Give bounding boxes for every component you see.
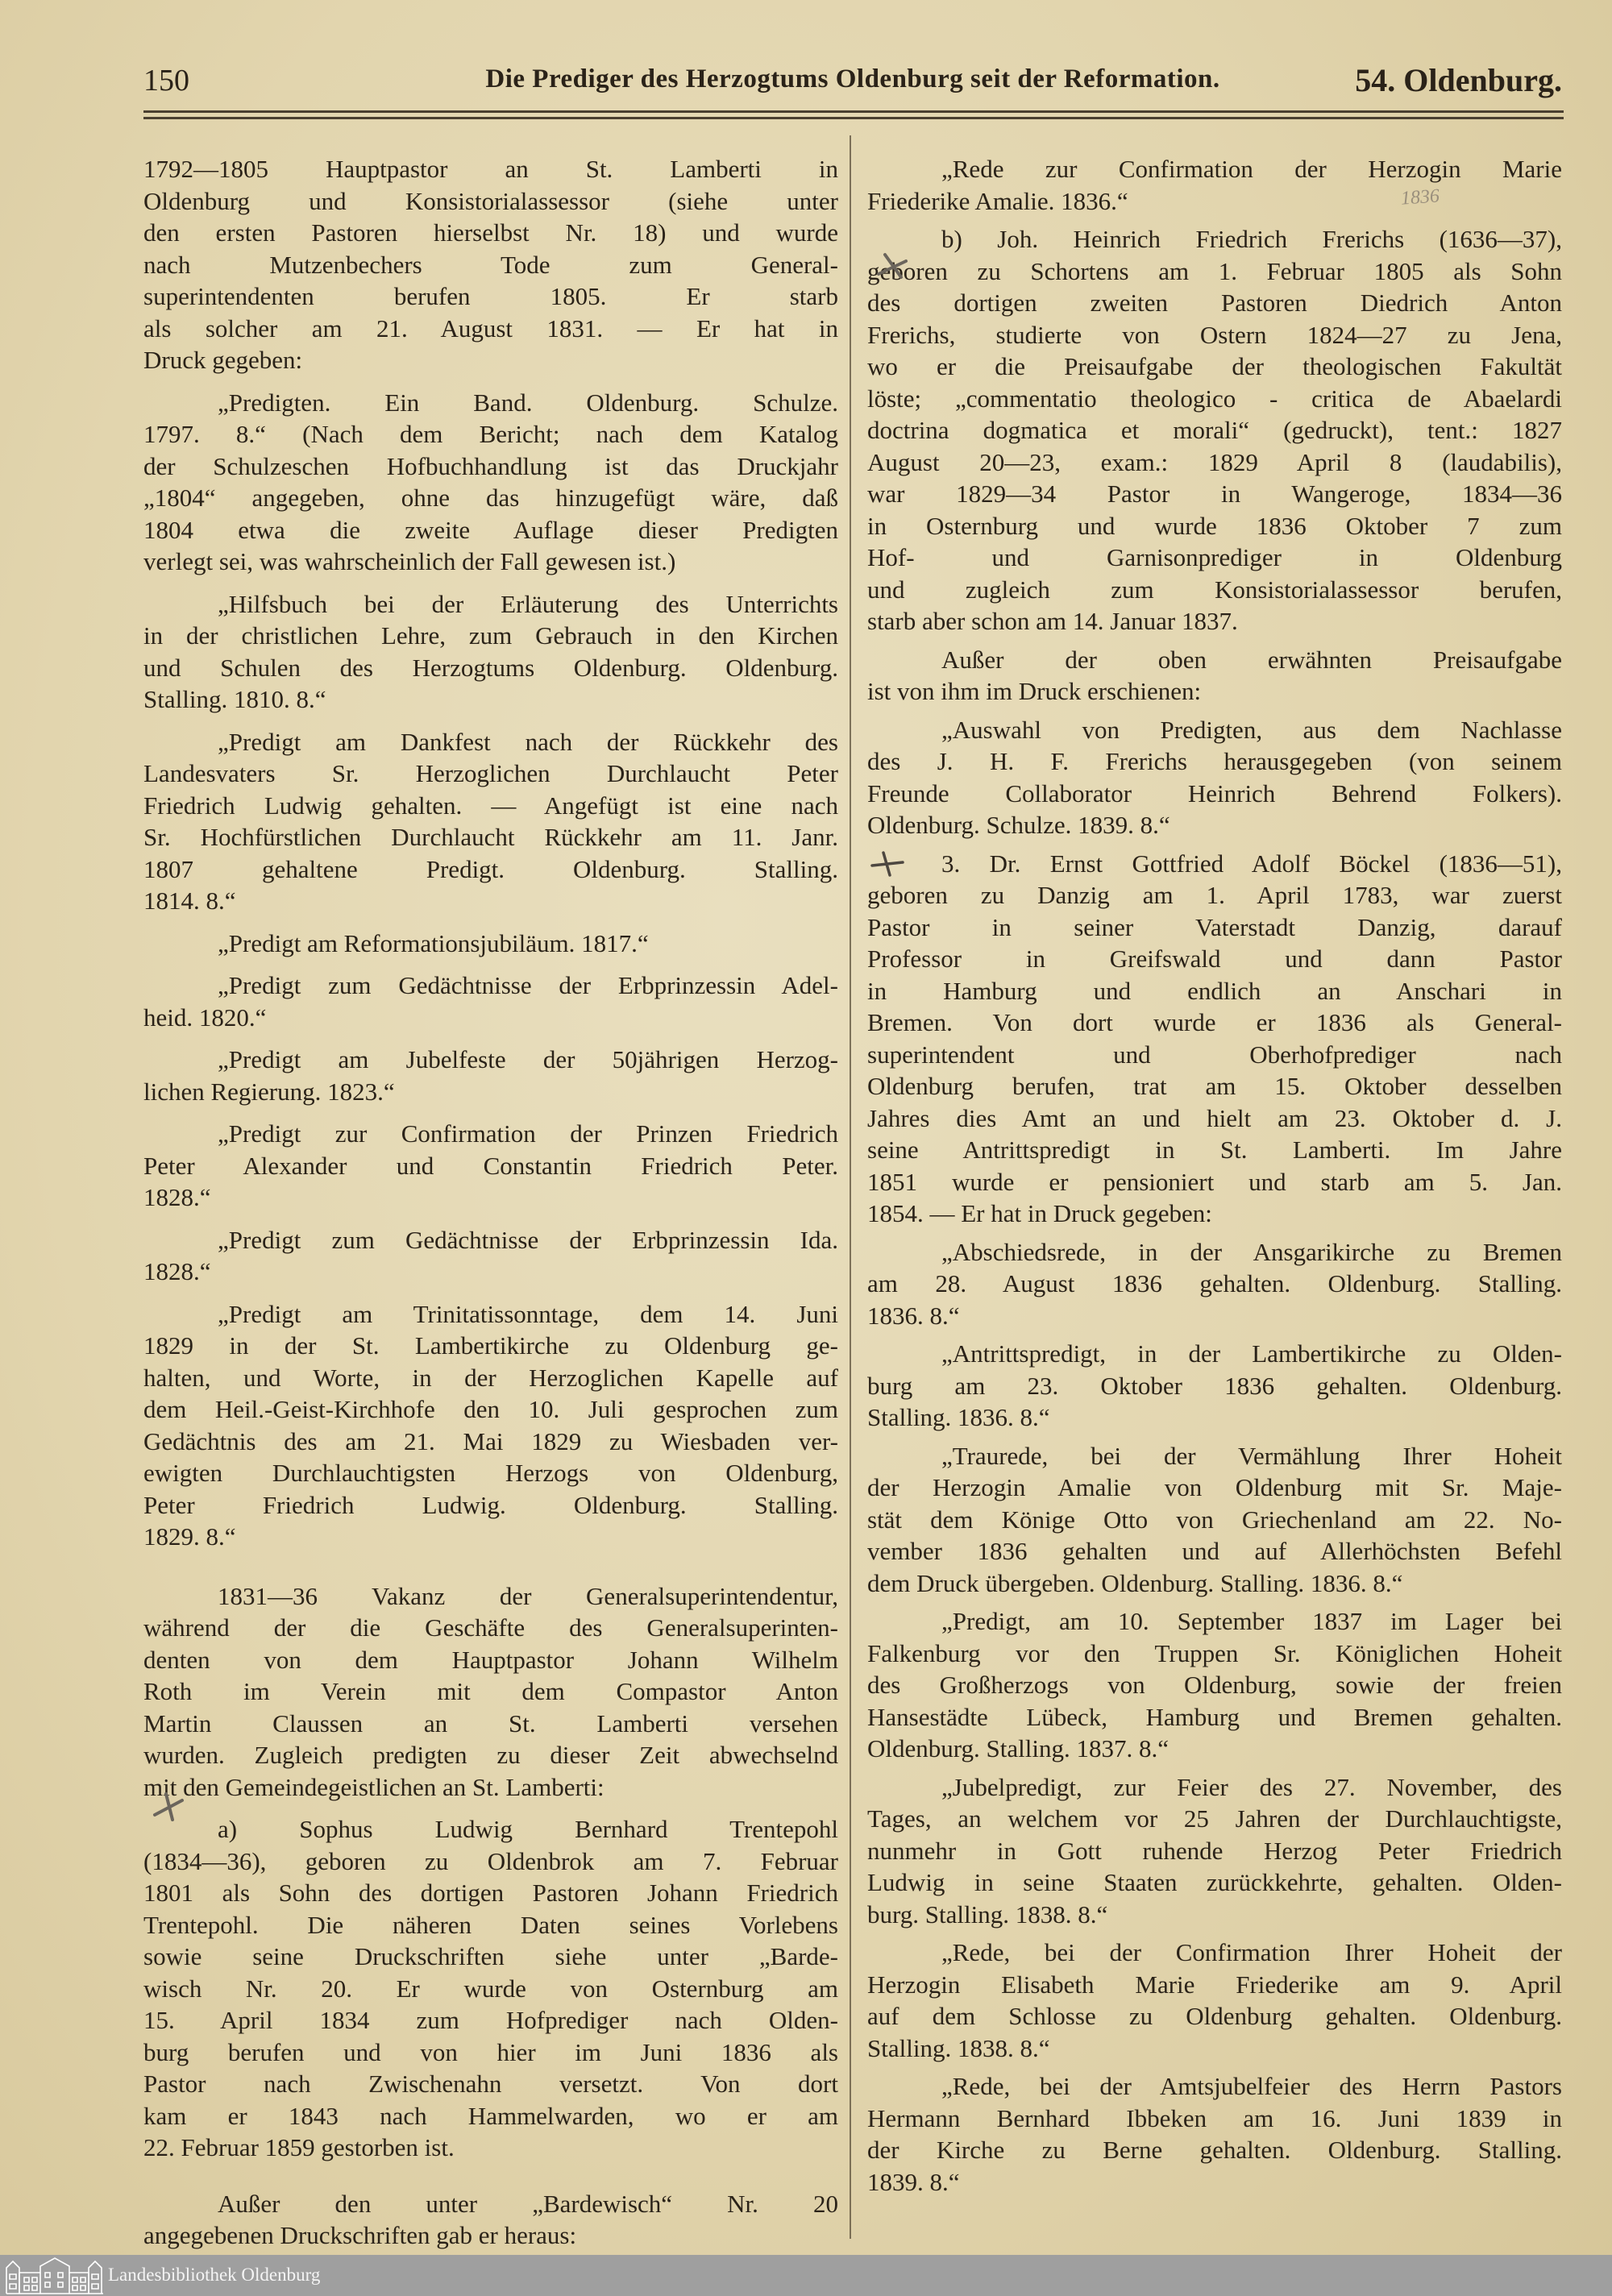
text-line: Tages, an welchem vor 25 Jahren der Durchlauchtigste, [867,1804,1562,1833]
text-paragraph [143,1813,838,2164]
text-line: „Predigt am Reformationsjubiläum. 1817.“ [218,928,649,957]
text-line: „Predigt zum Gedächtnisse der Erbprinzessin Ida. [218,1225,838,1254]
text-line: Trentepohl. Die näheren Daten seines Vorlebens [143,1910,838,1939]
text-line: seine Antrittspredigt in St. Lamberti. Im Jahre [867,1136,1562,1164]
text-line: Freunde Collaborator Heinrich Behrend Folkers). [867,778,1562,808]
text-line: geboren zu Schortens am 1. Februar 1805 als Sohn [867,256,1562,285]
text-line: 15. April 1834 zum Hofprediger nach Olden- [143,2006,838,2034]
page-number: 150 [143,64,189,98]
text-line: stät dem Könige Otto von Griechenland am 22. No- [867,1505,1562,1534]
text-line: Roth im Verein mit dem Compastor Anton [143,1677,838,1705]
text-line: 1829 in der St. Lambertikirche zu Oldenburg ge- [143,1331,838,1360]
text-paragraph [867,714,1562,841]
text-line: auf dem Schlosse zu Oldenburg gehalten. Oldenburg. [867,2002,1562,2030]
header-rule [143,110,1564,113]
text-paragraph [867,848,1562,1230]
text-line: den ersten Pastoren hierselbst Nr. 18) und wurde [143,218,838,247]
text-line: denten von dem Hauptpastor Johann Wilhelm [143,1645,838,1674]
text-line: 1807 gehaltene Predigt. Oldenburg. Stalling. [143,854,838,883]
text-line: „Jubelpredigt, zur Feier des 27. November, des [941,1772,1562,1801]
text-line: löste; „commentatio theologico - critica de Abaelardi [867,384,1562,413]
text-line: 1797. 8.“ (Nach dem Bericht; nach dem Katalog [143,420,838,448]
text-line: Landesvaters Sr. Herzoglichen Durchlaucht Peter [143,759,838,787]
text-line: burg. Stalling. 1838. 8.“ [867,1899,1108,1929]
text-paragraph [867,1937,1562,2064]
text-paragraph [143,1118,838,1214]
text-paragraph [143,726,838,917]
text-line: burg berufen und von hier im Juni 1836 als [143,2037,838,2066]
text-line: „Predigt zur Confirmation der Prinzen Friedrich [218,1119,838,1148]
text-line: „Abschiedsrede, in der Ansgarikirche zu Bremen [941,1237,1562,1266]
text-line: in Hamburg und endlich an Anschari in [867,976,1562,1005]
text-line: in der christlichen Lehre, zum Gebrauch in den Kirchen [143,621,838,650]
text-line: Friedrich Ludwig gehalten. — Angefügt ist eine nach [143,791,838,820]
text-paragraph [143,1224,838,1288]
text-paragraph [867,644,1562,708]
text-line: Friederike Amalie. 1836.“ [867,186,1128,215]
text-line: lichen Regierung. 1823.“ [143,1077,395,1106]
pencil-cross-mark-icon [874,250,911,282]
text-line: Sr. Hochfürstlichen Durchlaucht Rückkehr am 11. Janr. [143,823,838,851]
text-line: ewigten Durchlauchtigsten Herzogs von Oldenburg, [143,1459,838,1487]
text-line: wurden. Zugleich predigten zu dieser Zeit abwechselnd [143,1741,838,1769]
text-line: Oldenburg und Konsistorialassessor (siehe unter [143,186,838,215]
text-line: „Traurede, bei der Vermählung Ihrer Hoheit [941,1441,1562,1470]
text-paragraph [143,1298,838,1553]
text-line: „Predigt zum Gedächtnisse der Erbprinzessin Adel- [218,971,838,999]
text-line: „Antrittspredigt, in der Lambertikirche zu Olden- [941,1339,1562,1368]
text-line: „Predigt, am 10. September 1837 im Lager bei [941,1607,1562,1635]
page-header [143,58,1562,106]
text-paragraph [143,588,838,716]
text-line: dem Heil.-Geist-Kirchhofe den 10. Juli gesprochen zum [143,1395,838,1423]
text-line: 1828.“ [143,1257,211,1285]
text-paragraph [143,1044,838,1107]
text-line: ist von ihm im Druck erschienen: [867,677,1202,705]
text-line: vember 1836 gehalten und auf Allerhöchsten Befehl [867,1537,1562,1565]
text-line: geboren zu Danzig am 1. April 1783, war zuerst [867,881,1562,909]
pencil-cross-mark-icon [869,848,906,880]
text-line: Bremen. Von dort wurde er 1836 als General- [867,1008,1562,1036]
section-title: 54. Oldenburg. [1355,62,1562,98]
text-line: superintendenten berufen 1805. Er starb [143,282,838,310]
text-line: Oldenburg berufen, trat am 15. Oktober desselben [867,1072,1562,1100]
text-paragraph [867,1338,1562,1434]
text-line: verlegt sei, was wahrscheinlich der Fall gewesen ist.) [143,547,676,575]
text-line: und zugleich zum Konsistorialassessor berufen, [867,575,1562,604]
text-line: nunmehr in Gott ruhende Herzog Peter Friedrich [867,1836,1562,1865]
left-column [143,153,838,2252]
text-line: der Schulzeschen Hofbuchhandlung ist das Druckjahr [143,451,838,480]
text-line: wo er die Preisaufgabe der theologischen Fakultät [867,352,1562,380]
text-line: Stalling. 1810. 8.“ [143,685,326,713]
text-line: b) Joh. Heinrich Friedrich Frerichs (1636—37), [941,225,1562,253]
text-line: doctrina dogmatica et morali“ (gedruckt), tent.: 1827 [867,416,1562,444]
text-line: „Predigten. Ein Band. Oldenburg. Schulze. [218,388,838,417]
text-line: Stalling. 1836. 8.“ [867,1403,1050,1431]
text-line: Druck gegeben: [143,346,303,374]
text-line: sowie seine Druckschriften siehe unter „Barde- [143,1942,838,1970]
text-line: „Auswahl von Predigten, aus dem Nachlasse [941,715,1562,744]
text-line: der Kirche zu Berne gehalten. Oldenburg. Stalling. [867,2136,1562,2164]
text-line: Pastor nach Zwischenahn versetzt. Von dort [143,2070,838,2098]
text-line: „1804“ angegeben, ohne das hinzugefügt wäre, daß [143,484,838,512]
text-paragraph [143,2188,838,2252]
text-line: Gedächtnis des am 21. Mai 1829 zu Wiesbaden ver- [143,1426,838,1455]
text-line: Hansestädte Lübeck, Hamburg und Bremen gehalten. [867,1702,1562,1731]
text-line: superintendent und Oberhofprediger nach [867,1040,1562,1069]
text-line: „Predigt am Dankfest nach der Rückkehr des [218,727,838,756]
text-line: Pastor in seiner Vaterstadt Danzig, darauf [867,912,1562,941]
text-paragraph [143,969,838,1033]
text-line: (1834—36), geboren zu Oldenbrok am 7. Februar [143,1846,838,1875]
text-paragraph [867,1440,1562,1600]
text-line: 1839. 8.“ [867,2167,960,2196]
text-line: 1854. — Er hat in Druck gegeben: [867,1199,1212,1227]
text-line: und Schulen des Herzogtums Oldenburg. Oldenburg. [143,653,838,682]
text-line: „Rede, bei der Amtsjubelfeier des Herrn Pastors [941,2072,1562,2100]
text-line: als solcher am 21. August 1831. — Er hat in [143,313,838,343]
library-building-icon [5,2257,105,2295]
text-line: 1804 etwa die zweite Auflage dieser Predigten [143,515,838,544]
text-line: Hermann Bernhard Ibbeken am 16. Juni 1839 in [867,2103,1562,2132]
text-line: August 20—23, exam.: 1829 April 8 (laudabilis), [867,447,1562,476]
text-line: Peter Alexander und Constantin Friedrich Peter. [143,1151,838,1180]
text-line: dem Druck übergeben. Oldenburg. Stalling. 1836. 8.“ [867,1568,1403,1597]
text-line: wisch Nr. 20. Er wurde von Osternburg am [143,1974,838,2003]
text-line: der Herzogin Amalie von Oldenburg mit Sr. Maje- [867,1473,1562,1501]
text-line: des J. H. F. Frerichs herausgegeben (von seinem [867,747,1562,775]
text-line: „Hilfsbuch bei der Erläuterung des Unterrichts [218,589,838,618]
text-line: des Großherzogs von Oldenburg, sowie der freien [867,1671,1562,1699]
text-line: Martin Claussen an St. Lamberti versehen [143,1709,838,1738]
text-line: während der die Geschäfte des Generalsuperinten- [143,1613,838,1642]
text-line: war 1829—34 Pastor in Wangeroge, 1834—36 [867,480,1562,508]
text-line: Oldenburg. Stalling. 1837. 8.“ [867,1734,1169,1762]
text-line: Ludwig in seine Staaten zurückkehrte, gehalten. Olden- [867,1868,1562,1896]
text-paragraph [143,1580,838,1804]
library-footer-bar [0,2255,1612,2296]
right-column [867,153,1562,2198]
text-line: „Rede zur Confirmation der Herzogin Marie [941,155,1562,183]
text-line: des dortigen zweiten Pastoren Diedrich Anton [867,289,1562,317]
text-paragraph [867,1605,1562,1765]
text-line: 1836. 8.“ [867,1301,960,1330]
text-paragraph [867,2070,1562,2198]
text-paragraph [867,223,1562,637]
library-name: Landesbibliothek Oldenburg [108,2265,321,2285]
text-line: 1801 als Sohn des dortigen Pastoren Johann Friedrich [143,1879,838,1907]
pencil-cross-mark-icon [150,1791,187,1823]
text-line: angegebenen Druckschriften gab er heraus: [143,2221,577,2249]
text-line: Falkenburg vor den Truppen Sr. Königlichen Hoheit [867,1638,1562,1667]
text-paragraph [143,387,838,578]
text-line: Jahres dies Amt an und hielt am 23. Oktober d. J. [867,1103,1562,1132]
header-rule [143,117,1564,119]
text-paragraph [867,1236,1562,1332]
text-line: nach Mutzenbechers Tode zum General- [143,250,838,279]
running-title: Die Prediger des Herzogtums Oldenburg seit der Reformation. [485,64,1220,93]
text-line: Herzogin Elisabeth Marie Friederike am 9. April [867,1970,1562,1999]
text-line: Stalling. 1838. 8.“ [867,2033,1050,2062]
text-line: 3. Dr. Ernst Gottfried Adolf Böckel (1836—51), [941,849,1562,878]
text-line: Professor in Greifswald und dann Pastor [867,945,1562,973]
text-line: 1828.“ [143,1183,211,1211]
text-line: 1792—1805 Hauptpastor an St. Lamberti in [143,155,838,183]
text-line: 22. Februar 1859 gestorben ist. [143,2133,455,2161]
text-line: burg am 23. Oktober 1836 gehalten. Oldenburg. [867,1371,1562,1400]
text-line: 1831—36 Vakanz der Generalsuperintendentur, [218,1581,838,1610]
text-line: 1851 wurde er pensioniert und starb am 5. Jan. [867,1167,1562,1196]
text-line: Außer den unter „Bardewisch“ Nr. 20 [218,2189,838,2218]
text-line: starb aber schon am 14. Januar 1837. [867,607,1238,635]
text-line: a) Sophus Ludwig Bernhard Trentepohl [218,1815,838,1843]
text-paragraph [143,153,838,376]
text-line: „Rede, bei der Confirmation Ihrer Hoheit der [941,1938,1562,1966]
text-line: Peter Friedrich Ludwig. Oldenburg. Stalling. [143,1490,838,1519]
handwritten-note: 1836 [1400,185,1440,210]
text-line: heid. 1820.“ [143,1003,267,1032]
text-paragraph [143,928,838,960]
text-line: halten, und Worte, in der Herzoglichen Kapelle auf [143,1363,838,1392]
text-line: 1814. 8.“ [143,886,236,915]
text-line: in Osternburg und wurde 1836 Oktober 7 zum [867,511,1562,540]
column-divider [850,135,851,2239]
text-line: mit den Gemeindegeistlichen an St. Lamberti: [143,1772,604,1801]
text-line: „Predigt am Jubelfeste der 50jährigen Herzog- [218,1045,838,1073]
text-line: Frerichs, studierte von Ostern 1824—27 zu Jena, [867,320,1562,349]
text-line: Außer der oben erwähnten Preisaufgabe [941,645,1562,674]
text-line: „Predigt am Trinitatissonntage, dem 14. Juni [218,1299,838,1328]
text-line: kam er 1843 nach Hammelwarden, wo er am [143,2101,838,2130]
text-line: Oldenburg. Schulze. 1839. 8.“ [867,811,1170,839]
text-line: 1829. 8.“ [143,1522,236,1551]
text-line: Hof- und Garnisonprediger in Oldenburg [867,543,1562,571]
text-line: am 28. August 1836 gehalten. Oldenburg. Stalling. [867,1269,1562,1297]
text-paragraph [867,1771,1562,1931]
text-paragraph [867,153,1562,217]
